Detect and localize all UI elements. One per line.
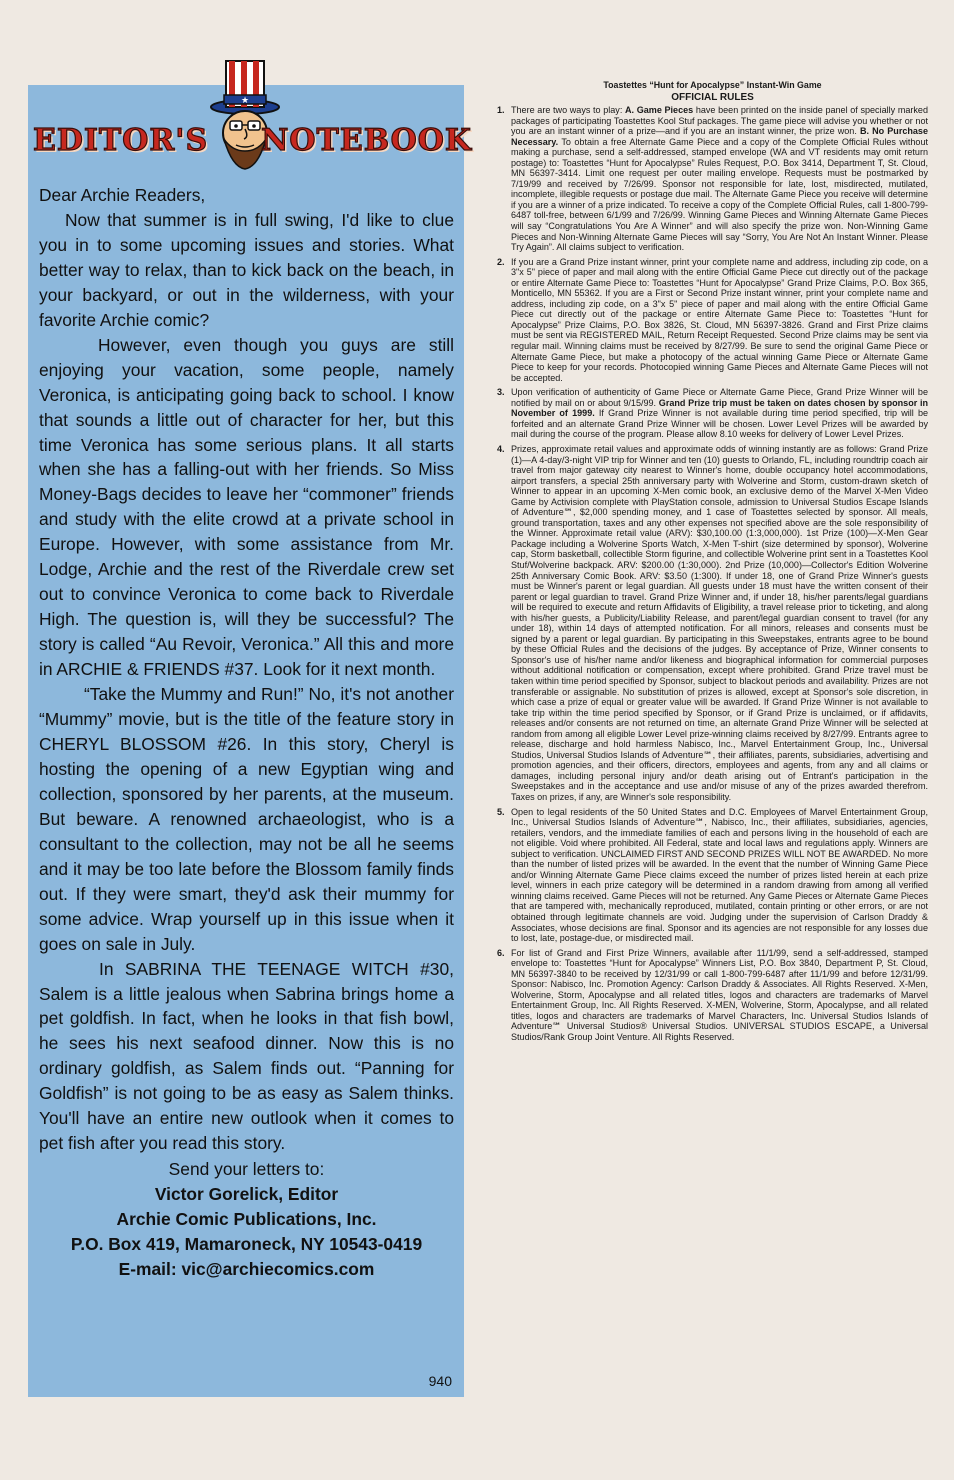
rule-text-bold: B. No Purchase Necessary. [511, 126, 928, 147]
official-rules-column [497, 80, 928, 1047]
rule-number: 1. [497, 105, 505, 115]
editor-email: E-mail: vic@archiecomics.com [118, 1259, 375, 1280]
rules-subtitle: OFFICIAL RULES [671, 92, 754, 103]
editor-letter [39, 183, 454, 1282]
rule-item [497, 444, 928, 803]
publisher-name: Archie Comic Publications, Inc. [116, 1209, 377, 1230]
rule-text: If you are a Grand Prize instant winner, print your complete name and address, including zip code, on a 3"x 5" piece of paper and mail along with the entire Official Game Piece cut directly out of the package or entire Alternate Game Piece to: Toastettes “Hunt for Apocalypse” Grand Prize Claims, P.O. Box 365, Monticello, MN 55362. If you are a First or Second Prize instant winner, print your complete name and address, including zip code, on a 3"x 5" piece of paper and mail along with the entire Official Game Piece cut directly out of the package or entire Alternate Game Piece to: Toastettes “Hunt for Apocalypse” Prize Claims, P.O. Box 3826, St. Cloud, MN 56397-3826. Grand and First Prize claims must be sent via REGISTERED MAIL, Return Receipt Requested. Second Prize claims may be sent via regular mail. Winning claims must be received by 8/27/99. Be sure to send the original Game Piece or Alternate Game Piece, but make a photocopy of the actual winning Game Piece or Alternate Game Piece to keep for your records. Photocopied winning Game Pieces and Alternate Game Pieces will not be accepted. [511, 256, 928, 383]
page-number: 940 [428, 1373, 452, 1389]
rule-number: 4. [497, 443, 505, 454]
letter-paragraph: “Take the Mummy and Run!” No, it's not another “Mummy” movie, but is the title of the feature story in CHERYL BLOSSOM #26. In this story, Cheryl is hosting the opening of a new Egyptian wing and collection, sponsored by her parents, at the museum. But beware. A renowned archaeologist, who is a consultant to the collection, may not be all he seems and it may be too late before the Blossom family finds out. If they were smart, they'd ask their mummy for some advice. Wrap yourself up in this issue when it goes on sale in July. [39, 684, 454, 954]
letter-paragraph: In SABRINA THE TEENAGE WITCH #30, Salem is a little jealous when Sabrina brings home a pet goldfish. In fact, when he looks in that fish bowl, he sees his next seafood dinner. Now this is no ordinary goldfish, as Salem finds out. “Panning for Goldfish” is not going to be as easy as Salem thinks. You'll have an entire new outlook when it comes to pet fish after you read this story. [39, 958, 454, 1154]
rule-text: Prizes, approximate retail values and approximate odds of winning instantly are as follows: Grand Prize (1)—A 4-day/3-night VIP trip for Winner and ten (10) guests to Orlando, FL, including roundtrip coach air travel from major gateway city nearest to Winner's home, double occupancy hotel accommodations, airport transfers, a special 25th anniversary party with Wolverine and Storm, custom-drawn sketch of Winner to appear in an upcoming X-Men comic book, an exclusive demo of the Marvel X-Men Video Game by Activision complete with PlayStation console, admission to Universal Studios Escape Islands of Adventure℠, $2,000 spending money, and 1 case of Toastettes selected by sponsor. All meals, ground transportation, taxes and any other expenses not specified above are the sole responsibility of the Winner. Approximate retail value (ARV): $30,100.00 (1:3,000,000). 1st Prize (100)—X-Men Gear Package including a Wolverine Sports Watch, X-Men T-shirt (size determined by sponsor), Wolverine cap, Storm basketball, collectible Storm figurine, and collectible Wolverine print sent in a Toastettes Kool Stuf/Wolverine backpack. ARV: $200.00 (1:30,000). 2nd Prize (10,000)—Collector's Edition Wolverine 25th Anniversary Comic Book. ARV: $3.50 (1:300). If under 18, one of Grand Prize Winner's guests must be Winner's parent or legal guardian. All guests under 18 must have the written consent of their parent or legal guardian to travel. Grand Prize Winner and, if under 18, his/her parents/legal guardians will be required to execute and return Affidavits of Eligibility, a travel release prior to ticketing, and along with his/her guests, a Publicity/Liability Release, and parent/legal guardian consent to travel (for any under 18), within 14 days of attempted notification. For all minors, releases and consents must be signed by a parent or legal guardian. By participating in this Sweepstakes, entrants agree to be bound by these Official Rules and the decisions of the judges. By acceptance of Prize, Winner consents to Sponsor's use of his/her name and/or likeness and biographical information for commercial purposes without additional notification or compensation, except where prohibited. Grand Prize travel must be taken within time period specified by Sponsor, subject to blackout periods and availability. Prizes are not transferable or assignable. No substitution of prizes is allowed, except at Sponsor's sole discretion, in which case a prize of equal or greater value will be awarded. If Grand Prize Winner is not available to take trip within the time period specified by Sponsor, or if Grand Prize is unclaimed, or if affidavits, releases and/or consents are not returned on time, an alternate Grand Prize Winner will be selected at random from among all eligible Lower Level prize-winning claims received by 8/27/99. Entrants agree to release, discharge and hold harmless Nabisco, Inc., Marvel Entertainment Group, Inc., Universal Studios, Universal Studios Islands of Adventure℠, their affiliates, parents, subsidiaries, advertising and promotion agencies, and their officers, directors, employees and agents, from any and all claims or damages, including personal injury and/or death arising out of Entrant's participation in the Sweepstakes and in the acceptance and use and/or misuse of any of the prizes awarded therefrom. Taxes on prizes, if any, are Winner's sole responsibility. [511, 443, 928, 802]
editors-notebook-panel [28, 85, 472, 1397]
masthead-left-word: EDITOR'S [33, 123, 209, 158]
rule-item [497, 257, 928, 384]
rule-item [497, 387, 928, 440]
rule-number: 6. [497, 947, 505, 958]
rule-text: There are two ways to play: [511, 105, 625, 115]
rule-text: Upon verification of authenticity of Game Piece or Alternate Game Piece, Grand Prize Winner will be notified by mail on or about 9/15/99. [511, 387, 928, 408]
editor-name: Victor Gorelick, Editor [154, 1184, 339, 1205]
masthead [28, 85, 472, 175]
rule-number: 3. [497, 387, 505, 398]
rule-text: have been printed on the inside panel of specially marked packages of participating Toastettes Kool Stuf packages. The game piece will advise you whether or not you are an instant winner of a prize—and if you are an instant winner, the prize won. [511, 105, 928, 137]
letter-signoff [39, 1157, 454, 1282]
rule-text-bold: Grand Prize trip must be taken on dates chosen by sponsor in November of 1999. [511, 397, 928, 419]
rule-item [497, 948, 928, 1043]
mailing-address: P.O. Box 419, Mamaroneck, NY 10543-0419 [70, 1234, 423, 1255]
masthead-right-word: NOTEBOOK [261, 123, 472, 158]
rule-text: Open to legal residents of the 50 United States and D.C. Employees of Marvel Entertainment Group, Inc., Universal Studios Islands of Adventure℠, Nabisco, Inc., their affiliates, subsidiaries, agencies, retailers, vendors, and the immediate families of each and persons living in the household of each are not eligible. Void where prohibited. All Federal, state and local laws and regulations apply. Winners are subject to verification. UNCLAIMED FIRST AND SECOND PRIZES WILL NOT BE AWARDED. No more than the number of listed prizes will be awarded. In the event that the number of Winning Game Piece and/or Winning Alternate Game Piece claims exceed the number of prizes listed herein at each prize level, winners in each prize category will be determined in a random drawing from among all verified winning claims received. Game Pieces will not be returned. Any Game Pieces or Alternate Game Pieces that are tampered with, mechanically reproduced, mutilated, contain printing or other errors, or are not obtained through legitimate channels are void. Judging under the supervision of Carlson Draddy & Associates, whose decisions are final. Sponsor and its agencies are not responsible for any losses due to lost, late, postage-due, or misdirected mail. [511, 806, 928, 944]
rule-item [497, 807, 928, 944]
rule-text: If Grand Prize Winner is not available during time period specified, trip will be forfeited and an alternate Grand Prize Winner will be chosen. Lower Level Prizes will be awarded by mail during the course of the program. Please allow 8.10 weeks for delivery of Lower Level Prizes. [511, 408, 929, 440]
letter-paragraph: However, even though you guys are still enjoying your vacation, some people, namely Veronica, is anticipating going back to school. I know that sounds a little out of character for her, but this time Veronica has some serious plans. It all starts when she has a falling-out with her friends. So Miss Money-Bags decides to leave her “commoner” friends and study with the elite crowd at a private school in Europe. However, with some assistance from Mr. Lodge, Archie and the rest of the Riverdale crew set out to convince Veronica to come back to Riverdale High. The question is, will they be successful? The story is called “Au Revoir, Veronica.” All this and more in ARCHIE & FRIENDS #37. Look for it next month. [39, 334, 454, 680]
letter-salutation: Dear Archie Readers, [39, 185, 206, 205]
rules-title: Toastettes “Hunt for Apocalypse” Instant-Win Game [603, 80, 822, 91]
rule-number: 5. [497, 806, 505, 817]
rule-text-bold: A. Game Pieces [625, 105, 694, 115]
rule-text: For list of Grand and First Prize Winners, available after 11/1/99, send a self-addressed, stamped envelope to: Toastettes “Hunt for Apocalypse” Winners List, P.O. Box 3840, Department P, St. Cloud, MN 56397-3840 to be received by 12/31/99 or call 1-800-799-6487 after 11/1/99 and before 12/31/99. Sponsor: Nabisco, Inc. Promotion Agency: Carlson Draddy & Associates. All Rights Reserved. X-Men, Wolverine, Storm, Apocalypse and all related titles, logos and characters are trademarks of Marvel Entertainment Group, Inc. All Rights Reserved. X-MEN, Wolverine, Storm, Apocalypse, and all related titles, logos and characters are trademarks of Marvel Characters, Inc. Universal Studios Islands of Adventure℠ Universal Studios® Universal Studios. UNIVERSAL STUDIOS ESCAPE, a Universal Studios/Rank Group Joint Venture. All Rights Reserved. [511, 947, 928, 1043]
rule-number: 2. [497, 256, 505, 267]
signoff-intro: Send your letters to: [168, 1159, 325, 1180]
rule-item [497, 105, 928, 253]
letter-paragraph: Now that summer is in full swing, I'd like to clue you in to some upcoming issues and stories. What better way to relax, than to kick back on the beach, in your backyard, or out in the wilderness, with your favorite Archie comic? [39, 209, 454, 330]
svg-text:★: ★ [240, 95, 250, 105]
rule-text: To obtain a free Alternate Game Piece and a copy of the Complete Official Rules without making a purchase, send a self-addressed, stamped envelope (WA and VT residents may omit return postage) to: Toastettes “Hunt for Apocalypse” Rules Request, P.O. Box 3414, Department T, St. Cloud, MN 56397-3414. Limit one request per outer mailing envelope. Requests must be postmarked by 7/19/99 and received by 7/26/99. Sponsor not responsible for late, lost, misdirected, mutilated, incomplete, illegible requests or postage due mail. The Alternate Game Piece you receive will determine if you are a winner of a prize indicated. To receive a copy of the Complete Official Rules, call 1-800-799-6487 toll-free, between 6/1/99 and 7/26/99. Winning Game Pieces and Winning Alternate Game Pieces will say “Congratulations You Are A Winner” and will also specify the prize won. Non-Winning Game Pieces and Non-Winning Alternate Game Pieces will say “Sorry, You Are Not An Instant Winner. Please Try Again”. All claims subject to verification. [511, 136, 928, 253]
